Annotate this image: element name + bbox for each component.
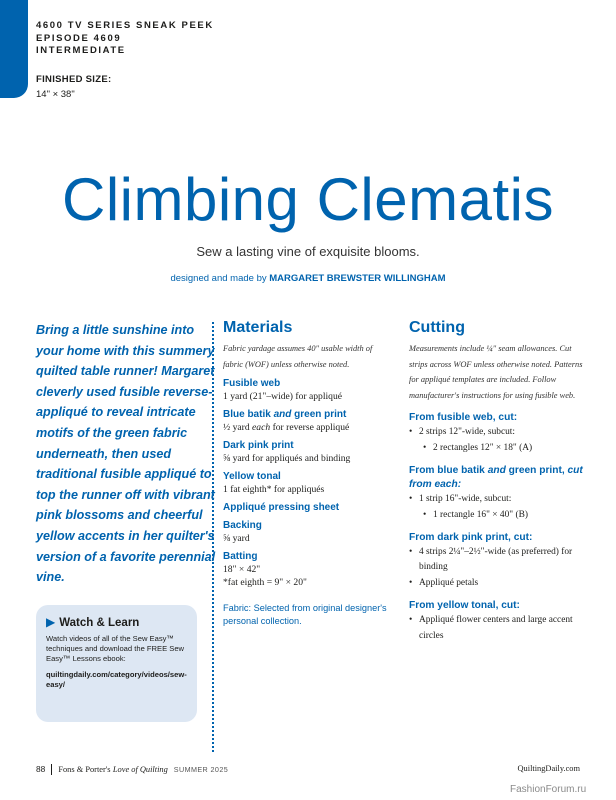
material-name: Yellow tonal — [223, 471, 281, 483]
cutting-column — [409, 318, 589, 644]
material-desc: ⅝ yard for appliqués and binding — [223, 453, 351, 465]
finished-size — [36, 72, 111, 102]
material-name: Backing — [223, 520, 262, 532]
cut-group-heading: From dark pink print, cut: — [409, 532, 533, 543]
watermark: FashionForum.ru — [510, 784, 587, 795]
materials-column — [223, 318, 393, 628]
finished-size-label: FINISHED SIZE: — [36, 74, 112, 85]
material-desc: 18" × 42" — [223, 564, 261, 576]
play-icon: ▶ — [46, 615, 56, 629]
cut-item: • 1 strip 16"-wide, subcut: — [409, 494, 512, 505]
finished-size-value: 14" × 38" — [36, 89, 75, 100]
cut-subitem: • 1 rectangle 16" × 40" (B) — [423, 509, 528, 520]
magazine-name: Love of Quilting — [112, 765, 168, 774]
page-subtitle: Sew a lasting vine of exquisite blooms. — [196, 244, 420, 259]
watch-learn-title: ▶ Watch & Learn — [46, 615, 140, 629]
fabric-note: Fabric: Selected from original designer's personal collection. — [223, 603, 387, 627]
material-desc: 1 fat eighth* for appliqués — [223, 484, 325, 496]
cutting-note: Measurements include ¼" seam allowances. Cut strips across WOF unless otherwise noted. Patterns for appliqué templates are included. Follow manufacturer's instructions for using fusible web. — [409, 344, 583, 400]
cut-item: • 4 strips 2¼"–2½"-wide (as preferred) for binding — [409, 547, 573, 573]
designer-name: MARGARET BREWSTER WILLINGHAM — [269, 273, 446, 284]
cutting-heading: Cutting — [409, 319, 465, 336]
cut-item: • 2 strips 12"-wide, subcut: — [409, 427, 516, 438]
material-name: Batting — [223, 551, 258, 563]
series-line: 4600 TV SERIES SNEAK PEEK — [36, 20, 214, 31]
material-desc: ⅝ yard — [223, 533, 250, 545]
byline — [0, 273, 616, 284]
column-divider — [212, 322, 214, 752]
material-name: Fusible web — [223, 378, 281, 390]
footer-separator — [51, 764, 52, 775]
fat-eighth-note: *fat eighth = 9" × 20" — [223, 577, 307, 589]
corner-color-tab — [0, 0, 28, 98]
episode-line: EPISODE 4609 — [36, 32, 122, 44]
watch-learn-link[interactable]: quiltingdaily.com/category/videos/sew-easy/ — [46, 669, 187, 689]
materials-note: Fabric yardage assumes 40" usable width of fabric (WOF) unless otherwise noted. — [223, 344, 373, 369]
cut-subitem: • 2 rectangles 12" × 18" (A) — [423, 442, 533, 453]
material-name: Dark pink print — [223, 440, 294, 452]
material-name: Blue batik and green print — [223, 409, 347, 421]
magazine-name-pre: Fons & Porter's — [58, 765, 111, 774]
material-desc: ½ yard each for reverse appliqué — [223, 422, 350, 434]
intro-paragraph: Bring a little sunshine into your home with this summery quilted table runner! Margaret cleverly used fusible reverse-appliqué to reveal intricate motifs of the green fabric underneath, then used traditional fusible appliqué to top the runner off with vibrant pink blossoms and cheerful yellow accents in her quilter's version of a favorite perennial vine. — [36, 323, 216, 585]
skill-level: INTERMEDIATE — [36, 45, 126, 56]
issue-label: SUMMER 2025 — [173, 765, 229, 774]
series-info — [36, 20, 214, 58]
page-number: 88 — [36, 764, 46, 774]
cut-group-heading: From yellow tonal, cut: — [409, 600, 520, 612]
page-title: Climbing Clematis — [62, 166, 554, 233]
watch-learn-text: Watch videos of all of the Sew Easy™ techniques and download the FREE Sew Easy™ Lessons ebook: — [46, 634, 185, 664]
material-name: Appliqué pressing sheet — [223, 502, 340, 514]
material-desc: 1 yard (21"–wide) for appliqué — [223, 391, 343, 403]
cut-item: • Appliqué petals — [409, 577, 479, 588]
cut-item: • Appliqué flower centers and large accent circles — [409, 615, 573, 641]
cut-group-heading: From fusible web, cut: — [409, 412, 518, 424]
materials-heading: Materials — [223, 319, 293, 336]
website-link[interactable]: QuiltingDaily.com — [517, 764, 580, 773]
watch-learn-box — [36, 605, 197, 722]
cut-group-heading: From blue batik and green print, cut from each: — [409, 465, 583, 491]
byline-prefix: designed and made by — [170, 273, 267, 284]
footer-left — [36, 764, 228, 775]
